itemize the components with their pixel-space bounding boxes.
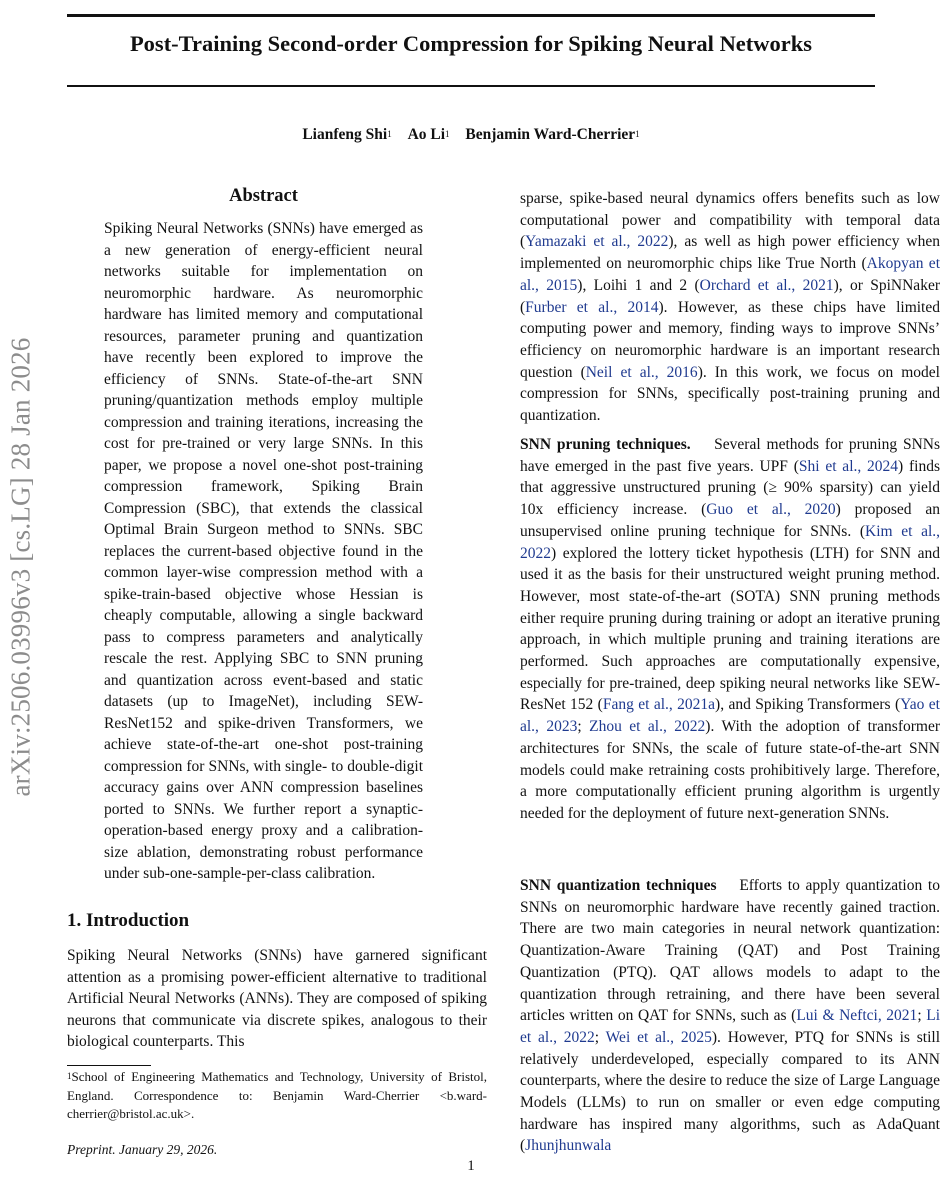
body-text: ). With the adoption of transformer architectures for SNNs, the scale of future state-of-the-art SNN models could make retraining costs prohibitively large. Therefore, a more computationally efficient pruning algorithm is urgently needed for the deployment of future next-generation SNNs. xyxy=(520,718,940,822)
body-text: ; xyxy=(577,718,590,736)
quantization-paragraph xyxy=(520,875,940,1157)
body-text: ), Loihi 1 and 2 ( xyxy=(577,276,700,294)
citation-link[interactable]: Jhunjhunwala xyxy=(525,1137,612,1155)
citation-link[interactable]: Fang et al., 2021a xyxy=(602,696,716,714)
quantization-heading: SNN quantization techniques xyxy=(520,877,717,894)
preprint-note: Preprint. January 29, 2026. xyxy=(67,1142,218,1157)
citation-link[interactable]: Yao et al., 2023 xyxy=(520,696,940,736)
title-top-rule xyxy=(67,14,875,17)
author-3: Benjamin Ward-Cherrier$^1$ xyxy=(465,126,640,143)
body-text: sparse, spike-based neural dynamics offers benefits such as low computational power and compatibility with temporal data ( xyxy=(520,190,940,251)
arxiv-identifier: arXiv:2506.03996v3 [cs.LG] 28 Jan 2026 xyxy=(5,337,36,797)
section-heading-introduction: 1. Introduction xyxy=(67,910,190,931)
body-text: ). However, PTQ for SNNs is still relatively underdeveloped, especially compared to its ANN counterparts, where the desire to reduce the size of Large Language Models (LLMs) to run on smaller or even edge computing hardware has inspired many algorithms, such as AdaQuant ( xyxy=(520,1028,941,1155)
body-text: Several methods for pruning SNNs have emerged in the past five years. UPF ( xyxy=(520,436,940,475)
body-text: ), and Spiking Transformers ( xyxy=(715,696,901,714)
author-2: Ao Li$^1$ xyxy=(407,126,450,143)
citation-link[interactable]: Akopyan et al., 2015 xyxy=(520,255,940,294)
author-1: Lianfeng Shi$^1$ xyxy=(302,126,392,143)
pruning-paragraph xyxy=(520,434,940,825)
citation-link[interactable]: Wei et al., 2025 xyxy=(605,1028,712,1046)
page-number: 1 xyxy=(467,1158,475,1174)
citation-link[interactable]: Orchard et al., 2021 xyxy=(699,276,834,294)
body-text: ) finds that aggressive unstructured pruning (≥ 90% sparsity) can yield 10x efficiency increase. ( xyxy=(520,457,940,519)
citation-link[interactable]: Furber et al., 2014 xyxy=(525,298,659,316)
body-text: ). In this work, we focus on model compression for SNNs, specifically post-training pruning and quantization. xyxy=(520,363,940,425)
citation-link[interactable]: Kim et al., 2022 xyxy=(520,522,940,562)
paper-title: Post-Training Second-order Compression for Spiking Neural Networks xyxy=(129,31,813,56)
abstract-heading: Abstract xyxy=(229,186,298,206)
arxiv-sidebar xyxy=(0,242,42,892)
citation-link[interactable]: Lui & Neftci, 2021 xyxy=(796,1007,918,1025)
body-text: Efforts to apply quantization to SNNs on neuromorphic hardware have recently gained traction. There are two main categories in neural network quantization: Quantization-Aware Training (QAT) and Post Training Quantization (PTQ). QAT allows models to adapt to the quantization through retraining, and there have been several articles written on QAT for SNNs, such as ( xyxy=(520,877,940,1025)
pruning-heading: SNN pruning techniques. xyxy=(520,436,691,453)
citation-link[interactable]: Zhou et al., 2022 xyxy=(589,718,706,736)
body-text: ). However, as these chips have limited computing power and memory, finding ways to improve SNNs’ efficiency on neuromorphic hardware is an important research question ( xyxy=(520,298,940,381)
citation-link[interactable]: Neil et al., 2016 xyxy=(585,363,698,381)
introduction-continued-paragraph xyxy=(520,188,940,427)
body-text: ), or SpiNNaker ( xyxy=(520,276,940,316)
footnote-rule xyxy=(67,1065,151,1066)
body-text: ; xyxy=(594,1028,606,1046)
body-text: ), as well as high power efficiency when implemented on neuromorphic chips like True North ( xyxy=(520,233,940,273)
citation-link[interactable]: Guo et al., 2020 xyxy=(706,501,836,519)
author-list xyxy=(67,122,875,148)
body-text: ; xyxy=(917,1007,927,1025)
body-text: ) explored the lottery ticket hypothesis (LTH) for SNN and used it as the basis for their unstructured weight pruning method. However, most state-of-the-art (SOTA) SNN pruning methods either require pruning during training or adopt an iterative pruning approach, in which multiple pruning and training iterations are performed. Such approaches are computationally expensive, especially for pre-trained, deep spiking neural networks like SEW-ResNet 152 ( xyxy=(520,544,940,714)
citation-link[interactable]: Shi et al., 2024 xyxy=(798,457,899,475)
citation-link[interactable]: Yamazaki et al., 2022 xyxy=(525,233,669,251)
introduction-paragraph: Spiking Neural Networks (SNNs) have garnered significant attention as a promising power-efficient alternative to traditional Artificial Neural Networks (ANNs). They are composed of spiking neurons that communicate via discrete spikes, analogous to their biological counterparts. This xyxy=(67,947,487,1051)
citation-link[interactable]: Li et al., 2022 xyxy=(520,1007,941,1046)
abstract-text: Spiking Neural Networks (SNNs) have emerged as a new generation of energy-efficient neural networks suitable for implementation on neuromorphic hardware. As neuromorphic hardware has limited memory and computational resources, parameter pruning and quantization have recently been explored to improve the efficiency of SNNs. State-of-the-art SNN pruning/quantization methods employ multiple compression and training iterations, increasing the cost for pre-trained or very large SNNs. In this paper, we propose a novel one-shot post-training compression framework, Spiking Brain Compression (SBC), that extends the classical Optimal Brain Surgeon method to SNNs. SBC replaces the current-based objective found in the common layer-wise compression method with a spike-train-based objective whose Hessian is cheaply computable, allowing a single backward pass to compress parameters and analytically rescale the rest. Applying SBC to SNN pruning and quantization across event-based and static datasets (up to ImageNet), including SEW-ResNet152 and spike-driven Transformers, we achieve state-of-the-art one-shot post-training compression for SNNs, with single- to double-digit accuracy gains over ANN compression baselines ported to SNNs. We further report a synaptic-operation-based energy proxy and a calibration-size ablation, demonstrating robust performance under sub-one-sample-per-class calibration. xyxy=(104,220,423,882)
body-text: ) proposed an unsupervised online pruning technique for SNNs. ( xyxy=(520,501,940,540)
title-bottom-rule xyxy=(67,85,875,87)
footnote: $^1$School of Engineering Mathematics and Technology, University of Bristol, England. Correspondence to: Benjamin Ward-Cherrier <b.ward-cherrier@bristol.ac.uk>. xyxy=(67,1069,487,1121)
